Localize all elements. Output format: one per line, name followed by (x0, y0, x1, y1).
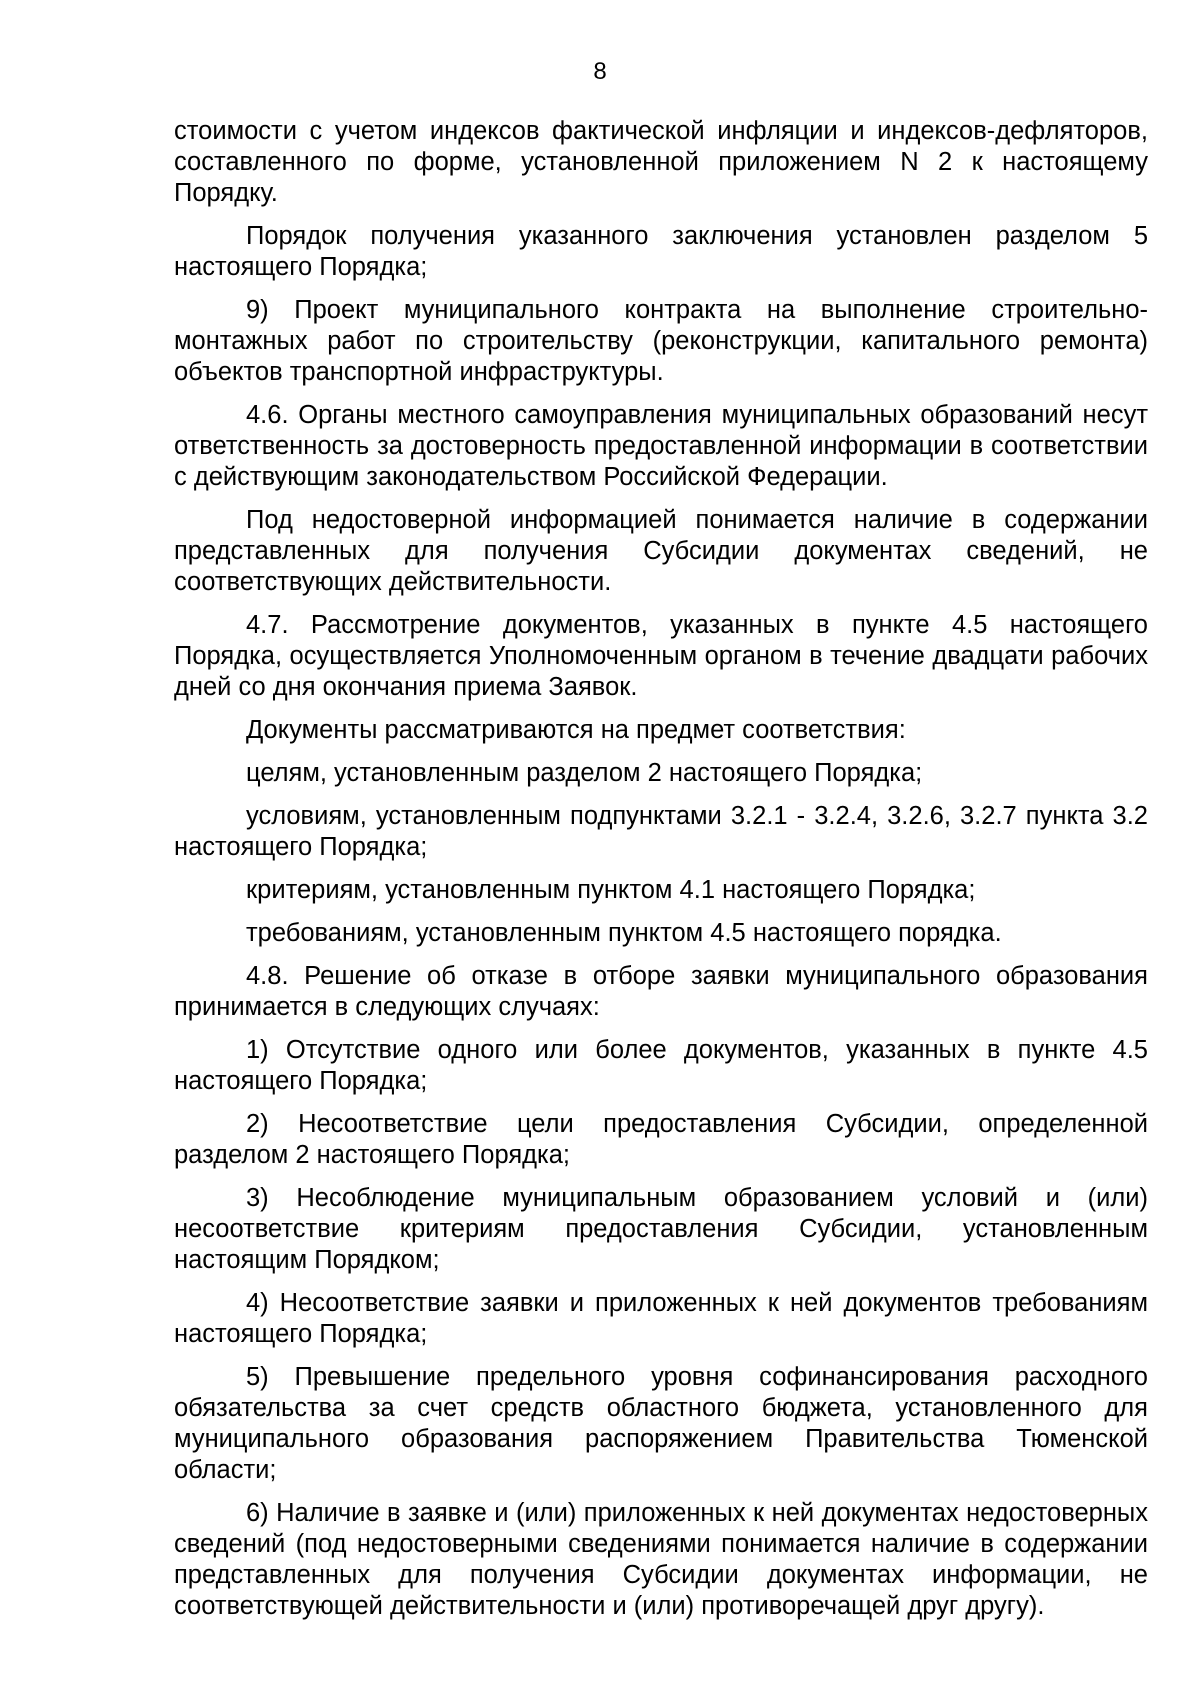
paragraph-item-9: 9) Проект муниципального контракта на выполнение строительно-монтажных работ по строительству (реконструкции, капитального ремонта) объектов транспортной инфраструктуры. (174, 296, 1148, 386)
paragraph-review-subject: Документы рассматриваются на предмет соответствия: (246, 716, 906, 744)
paragraph-review-requirements: требованиям, установленным пунктом 4.5 настоящего порядка. (246, 919, 1002, 947)
paragraph-refusal-reason-2: 2) Несоответствие цели предоставления Субсидии, определенной разделом 2 настоящего Порядка; (174, 1110, 1148, 1169)
paragraph-review-criteria: критериям, установленным пунктом 4.1 настоящего Порядка; (246, 876, 976, 904)
page-number: 8 (593, 58, 607, 85)
paragraph-section-4-6: 4.6. Органы местного самоуправления муниципальных образований несут ответственность за достоверность предоставленной информации в соответствии с действующим законодательством Российской Федерации. (174, 401, 1148, 491)
paragraph-refusal-reason-3: 3) Несоблюдение муниципальным образованием условий и (или) несоответствие критериям предоставления Субсидии, установленным настоящим Порядком; (174, 1184, 1148, 1274)
paragraph-refusal-reason-4: 4) Несоответствие заявки и приложенных к ней документов требованиям настоящего Порядка; (174, 1289, 1148, 1348)
paragraph-refusal-reason-1: 1) Отсутствие одного или более документов, указанных в пункте 4.5 настоящего Порядка; (174, 1036, 1148, 1095)
paragraph-refusal-reason-6: 6) Наличие в заявке и (или) приложенных к ней документах недостоверных сведений (под недостоверными сведениями понимается наличие в содержании представленных для получения Субсидии документах информации, не соответствующей действительности и (или) противоречащей друг другу). (174, 1499, 1148, 1620)
paragraph-cost-estimate-continuation: стоимости с учетом индексов фактической инфляции и индексов-дефляторов, составленного по форме, установленной приложением N 2 к настоящему Порядку. (174, 117, 1148, 207)
paragraph-review-goals: целям, установленным разделом 2 настоящего Порядка; (246, 759, 923, 787)
paragraph-section-4-7: 4.7. Рассмотрение документов, указанных в пункте 4.5 настоящего Порядка, осуществляется Уполномоченным органом в течение двадцати рабочих дней со дня окончания приема Заявок. (174, 611, 1148, 701)
paragraph-refusal-reason-5: 5) Превышение предельного уровня софинансирования расходного обязательства за счет средств областного бюджета, установленного для муниципального образования распоряжением Правительства Тюменской области; (174, 1363, 1148, 1484)
paragraph-section-4-8: 4.8. Решение об отказе в отборе заявки муниципального образования принимается в следующих случаях: (174, 962, 1148, 1021)
paragraph-unreliable-info-definition: Под недостоверной информацией понимается наличие в содержании представленных для получения Субсидии документах сведений, не соответствующих действительности. (174, 506, 1148, 596)
paragraph-conclusion-procedure: Порядок получения указанного заключения установлен разделом 5 настоящего Порядка; (174, 222, 1148, 281)
document-body (174, 116, 1148, 1634)
paragraph-review-conditions: условиям, установленным подпунктами 3.2.1 - 3.2.4, 3.2.6, 3.2.7 пункта 3.2 настоящего Порядка; (174, 802, 1148, 861)
